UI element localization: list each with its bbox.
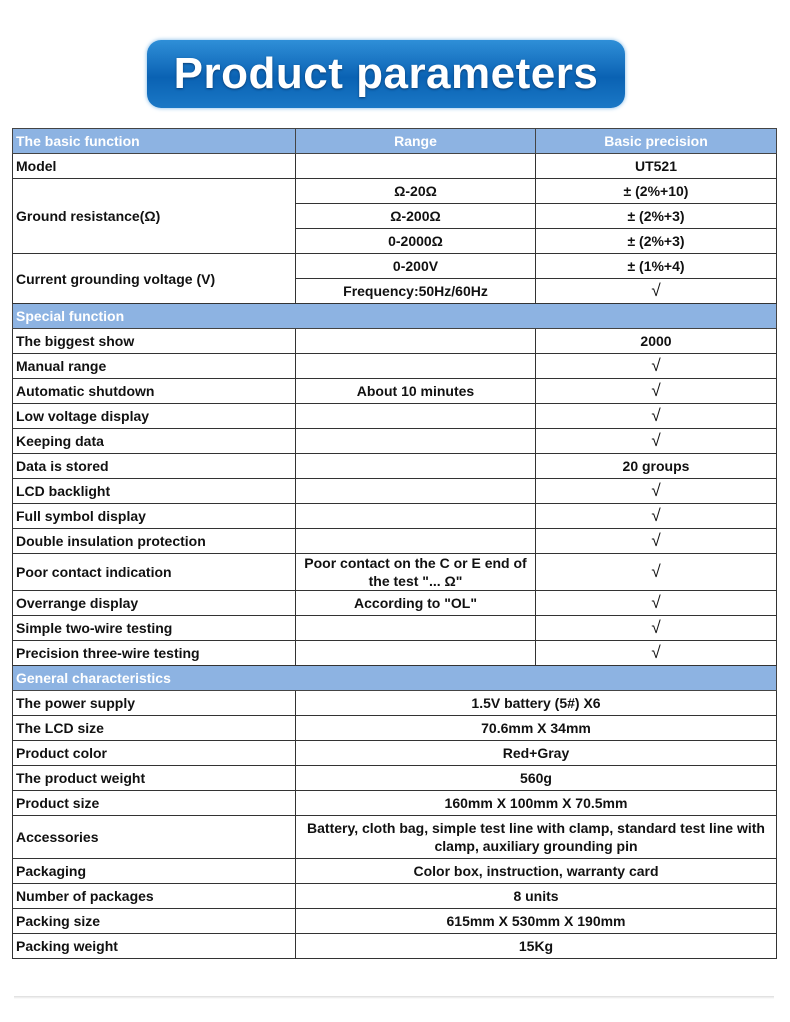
range-cell: Ω-20Ω bbox=[296, 179, 536, 204]
table-row bbox=[13, 529, 777, 554]
feature-label: Manual range bbox=[13, 354, 296, 379]
check-mark: √ bbox=[536, 479, 777, 504]
characteristic-label: Packing weight bbox=[13, 934, 296, 959]
range-cell bbox=[296, 529, 536, 554]
feature-label: Double insulation protection bbox=[13, 529, 296, 554]
range-cell bbox=[296, 454, 536, 479]
range-cell: Frequency:50Hz/60Hz bbox=[296, 279, 536, 304]
check-mark: √ bbox=[536, 641, 777, 666]
table-row bbox=[13, 859, 777, 884]
check-mark: √ bbox=[536, 379, 777, 404]
table-row bbox=[13, 816, 777, 859]
value-cell: 2000 bbox=[536, 329, 777, 354]
characteristic-label: The LCD size bbox=[13, 716, 296, 741]
check-mark: √ bbox=[536, 554, 777, 591]
characteristic-label: Number of packages bbox=[13, 884, 296, 909]
header-range: Range bbox=[296, 129, 536, 154]
check-mark: √ bbox=[536, 616, 777, 641]
range-cell: 0-200V bbox=[296, 254, 536, 279]
table-row bbox=[13, 254, 777, 279]
table-row bbox=[13, 404, 777, 429]
characteristic-value: Color box, instruction, warranty card bbox=[296, 859, 777, 884]
table-row bbox=[13, 354, 777, 379]
characteristic-value: 1.5V battery (5#) X6 bbox=[296, 691, 777, 716]
characteristic-label: Packaging bbox=[13, 859, 296, 884]
range-cell: 0-2000Ω bbox=[296, 229, 536, 254]
section-special-title: Special function bbox=[13, 304, 777, 329]
table-row bbox=[13, 691, 777, 716]
page-title: Product parameters bbox=[173, 49, 599, 98]
range-cell bbox=[296, 354, 536, 379]
range-cell bbox=[296, 504, 536, 529]
table-row bbox=[13, 454, 777, 479]
characteristic-label: Product color bbox=[13, 741, 296, 766]
table-row bbox=[13, 154, 777, 179]
section-header bbox=[13, 666, 777, 691]
precision-cell: ± (2%+10) bbox=[536, 179, 777, 204]
feature-label: Full symbol display bbox=[13, 504, 296, 529]
characteristic-value: 70.6mm X 34mm bbox=[296, 716, 777, 741]
range-cell: About 10 minutes bbox=[296, 379, 536, 404]
table-row bbox=[13, 616, 777, 641]
feature-label: Low voltage display bbox=[13, 404, 296, 429]
model-label: Model bbox=[13, 154, 296, 179]
title-banner bbox=[147, 40, 625, 108]
feature-label: The biggest show bbox=[13, 329, 296, 354]
check-mark: √ bbox=[536, 404, 777, 429]
feature-label: LCD backlight bbox=[13, 479, 296, 504]
precision-cell: ± (1%+4) bbox=[536, 254, 777, 279]
table-row bbox=[13, 554, 777, 591]
characteristic-value: 15Kg bbox=[296, 934, 777, 959]
characteristic-label: Product size bbox=[13, 791, 296, 816]
characteristic-value: 615mm X 530mm X 190mm bbox=[296, 909, 777, 934]
section-general-title: General characteristics bbox=[13, 666, 777, 691]
check-mark: √ bbox=[536, 279, 777, 304]
ground-label: Ground resistance(Ω) bbox=[13, 179, 296, 254]
characteristic-value: 160mm X 100mm X 70.5mm bbox=[296, 791, 777, 816]
model-value: UT521 bbox=[536, 154, 777, 179]
range-cell bbox=[296, 404, 536, 429]
characteristic-value: 8 units bbox=[296, 884, 777, 909]
feature-label: Automatic shutdown bbox=[13, 379, 296, 404]
table-row bbox=[13, 909, 777, 934]
characteristic-label: Accessories bbox=[13, 816, 296, 859]
table-row bbox=[13, 379, 777, 404]
table-row bbox=[13, 504, 777, 529]
voltage-label: Current grounding voltage (V) bbox=[13, 254, 296, 304]
feature-label: Overrange display bbox=[13, 591, 296, 616]
check-mark: √ bbox=[536, 504, 777, 529]
value-cell: 20 groups bbox=[536, 454, 777, 479]
feature-label: Poor contact indication bbox=[13, 554, 296, 591]
table-row bbox=[13, 591, 777, 616]
range-cell bbox=[296, 429, 536, 454]
range-cell bbox=[296, 641, 536, 666]
characteristic-value: 560g bbox=[296, 766, 777, 791]
characteristic-label: The product weight bbox=[13, 766, 296, 791]
table-row bbox=[13, 429, 777, 454]
header-function: The basic function bbox=[13, 129, 296, 154]
table-row bbox=[13, 329, 777, 354]
check-mark: √ bbox=[536, 529, 777, 554]
characteristic-value: Battery, cloth bag, simple test line with clamp, standard test line with clamp, auxiliary grounding pin bbox=[296, 816, 777, 859]
feature-label: Data is stored bbox=[13, 454, 296, 479]
feature-label: Keeping data bbox=[13, 429, 296, 454]
table-row bbox=[13, 884, 777, 909]
range-cell: Ω-200Ω bbox=[296, 204, 536, 229]
table-row bbox=[13, 641, 777, 666]
parameters-table bbox=[12, 128, 777, 959]
table-row bbox=[13, 716, 777, 741]
header-precision: Basic precision bbox=[536, 129, 777, 154]
table-shadow bbox=[14, 996, 774, 999]
range-cell: Poor contact on the C or E end of the test "... Ω" bbox=[296, 554, 536, 591]
precision-cell: ± (2%+3) bbox=[536, 204, 777, 229]
table-row bbox=[13, 179, 777, 204]
table-row bbox=[13, 934, 777, 959]
feature-label: Precision three-wire testing bbox=[13, 641, 296, 666]
table-header bbox=[13, 129, 777, 154]
characteristic-label: Packing size bbox=[13, 909, 296, 934]
range-cell: According to "OL" bbox=[296, 591, 536, 616]
characteristic-value: Red+Gray bbox=[296, 741, 777, 766]
table-row bbox=[13, 479, 777, 504]
range-cell bbox=[296, 479, 536, 504]
table-row bbox=[13, 766, 777, 791]
range-cell bbox=[296, 329, 536, 354]
check-mark: √ bbox=[536, 354, 777, 379]
section-header bbox=[13, 304, 777, 329]
feature-label: Simple two-wire testing bbox=[13, 616, 296, 641]
table-row bbox=[13, 791, 777, 816]
check-mark: √ bbox=[536, 591, 777, 616]
table-row bbox=[13, 741, 777, 766]
precision-cell: ± (2%+3) bbox=[536, 229, 777, 254]
characteristic-label: The power supply bbox=[13, 691, 296, 716]
range-cell bbox=[296, 616, 536, 641]
check-mark: √ bbox=[536, 429, 777, 454]
